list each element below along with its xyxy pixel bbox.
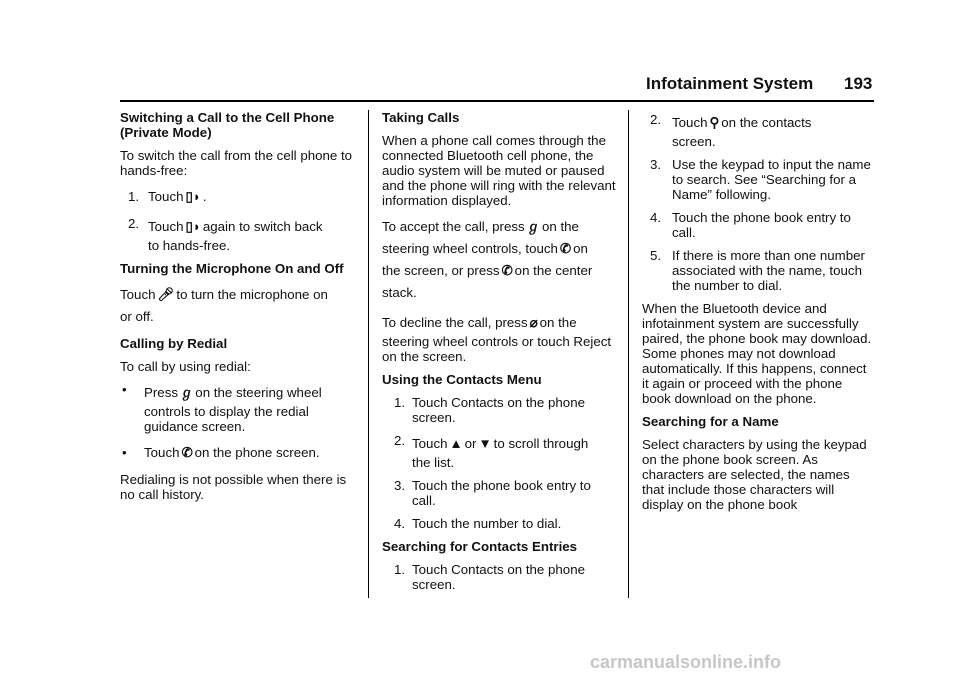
text: Touch (120, 287, 156, 302)
end-call-icon: ⌀ (529, 315, 538, 330)
step-3 (642, 157, 874, 202)
text: To decline the call, press (382, 315, 528, 330)
heading-private-mode: Switching a Call to the Cell Phone (Private Mode) (120, 110, 335, 140)
step-text: . (202, 189, 207, 204)
paragraph (120, 284, 360, 328)
step-4 (642, 210, 874, 240)
step-3 (382, 478, 618, 508)
handset-speaker-icon: ▯◗ (185, 189, 201, 204)
column-divider-1 (368, 110, 369, 598)
step-text: Touch the number to dial. (412, 516, 562, 531)
section-title: Infotainment System (646, 74, 814, 93)
step-number: 3. (394, 478, 406, 493)
step-number: 2. (650, 112, 662, 127)
step-1 (382, 395, 618, 425)
phone-icon: ✆ (181, 445, 193, 460)
paragraph: To switch the call from the cell phone to hands-free: (120, 148, 353, 178)
step-text: Touch the phone book entry to call. (412, 478, 591, 508)
heading-search-name: Searching for a Name (642, 414, 779, 429)
text: on (573, 241, 588, 256)
step-text: Touch Contacts on the phone screen. (412, 562, 585, 592)
step-4 (382, 516, 618, 531)
watermark: carmanualsonline.info (590, 652, 782, 672)
heading-redial: Calling by Redial (120, 336, 228, 351)
up-arrow-icon: ▲ (449, 436, 463, 451)
step-text: or (464, 436, 477, 451)
step-1 (382, 562, 618, 592)
steering-phone-icon: ℊ (180, 385, 194, 400)
step-number: 3. (650, 157, 662, 172)
step-number: 5. (650, 248, 662, 263)
bullet-1 (120, 382, 360, 434)
paragraph: When a phone call comes through the connected Bluetooth cell phone, the audio system will be muted or paused and the phone will ring with the relevant information displayed. (382, 133, 616, 208)
step-2 (382, 433, 618, 470)
paragraph: When the Bluetooth device and infotainment system are successfully paired, the phone book may download. Some phones may not download automatically. If this happens, connect it again or proceed with the phone book download on the phone. (642, 301, 872, 406)
text: on the phone screen. (194, 445, 320, 460)
step-text: Touch (148, 219, 184, 234)
text: controls to display the redial guidance screen. (144, 404, 309, 434)
step-1 (120, 186, 360, 208)
step-text: Touch (672, 115, 708, 130)
phone-icon: ✆ (501, 263, 513, 278)
page-number: 193 (844, 74, 873, 93)
search-icon: ⚲ (709, 115, 720, 130)
step-number: 4. (650, 210, 662, 225)
paragraph (382, 216, 618, 304)
paragraph (382, 312, 618, 364)
column-1 (120, 110, 360, 510)
step-text: Touch Contacts on the phone screen. (412, 395, 585, 425)
heading-search-contacts: Searching for Contacts Entries (382, 539, 578, 554)
step-text: on the contacts (721, 115, 812, 130)
step-text: the list. (412, 455, 455, 470)
heading-microphone: Turning the Microphone On and Off (120, 261, 344, 276)
text: on the (541, 219, 579, 234)
paragraph: Select characters by using the keypad on the phone book screen. As characters are selected, the names that include those characters will display on the phone book (642, 437, 867, 512)
heading-taking-calls: Taking Calls (382, 110, 460, 125)
heading-contacts-menu: Using the Contacts Menu (382, 372, 542, 387)
step-number: 4. (394, 516, 406, 531)
bullet: • (122, 445, 127, 460)
step-text: Touch (148, 189, 184, 204)
step-text: Use the keypad to input the name to search. See “Searching for a Name” following. (672, 157, 871, 202)
step-number: 2. (394, 433, 406, 448)
text: steering wheel controls or touch Reject on the screen. (382, 334, 612, 364)
paragraph: Redialing is not possible when there is no call history. (120, 472, 347, 502)
step-text: again to switch back (202, 219, 323, 234)
text: the screen, or press (382, 263, 500, 278)
step-number: 1. (394, 395, 406, 410)
column-divider-2 (628, 110, 629, 598)
text: to turn the microphone on (176, 287, 328, 302)
column-3 (642, 112, 874, 520)
phone-icon: ✆ (559, 241, 572, 256)
step-text: to scroll through (493, 436, 589, 451)
handset-speaker-icon: ▯◗ (185, 219, 201, 234)
step-number: 1. (394, 562, 406, 577)
text: on the (539, 315, 577, 330)
text: on the steering wheel (195, 385, 322, 400)
text: steering wheel controls, touch (382, 241, 558, 256)
step-5 (642, 248, 874, 293)
down-arrow-icon: ▼ (478, 436, 492, 451)
column-2 (382, 110, 618, 600)
text: stack. (382, 285, 417, 300)
step-text: If there is more than one number associated with the name, touch the number to dial. (672, 248, 865, 293)
steering-phone-icon: ℊ (526, 219, 540, 234)
microphone-icon: 🎤︎ (157, 287, 175, 302)
text: or off. (120, 309, 154, 324)
step-text: Touch the phone book entry to call. (672, 210, 851, 240)
text: Touch (144, 445, 180, 460)
step-text: screen. (672, 134, 716, 149)
step-text: to hands-free. (148, 238, 231, 253)
text: Press (144, 385, 178, 400)
step-number: 1. (128, 189, 140, 204)
step-2 (120, 216, 360, 253)
step-number: 2. (128, 216, 140, 231)
paragraph: To call by using redial: (120, 359, 251, 374)
text: on the center (514, 263, 593, 278)
header-rule (120, 100, 874, 102)
bullet-2 (120, 442, 360, 464)
bullet: • (122, 382, 127, 397)
text: To accept the call, press (382, 219, 525, 234)
step-text: Touch (412, 436, 448, 451)
step-2 (642, 112, 874, 149)
